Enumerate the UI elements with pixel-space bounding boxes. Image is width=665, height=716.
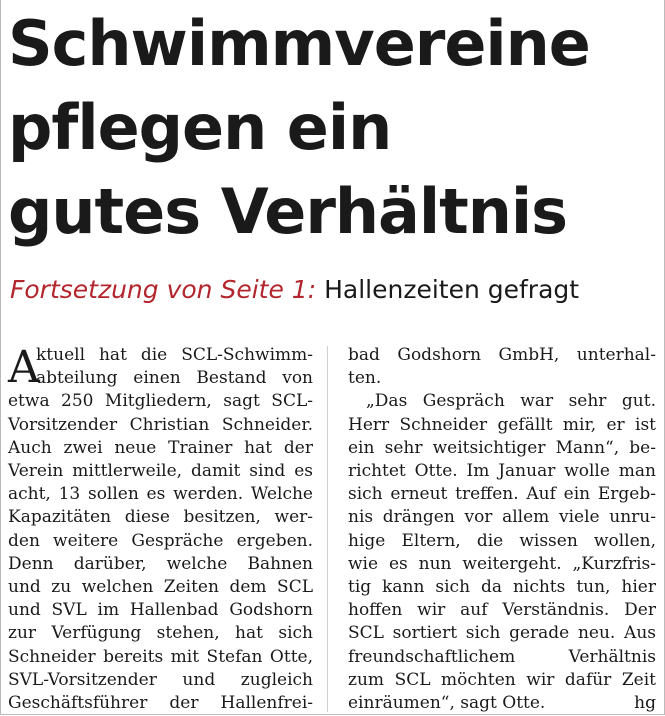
drop-cap: A (8, 342, 40, 393)
article-line: freundschaftlichem Verhältnis (348, 646, 656, 667)
article-line: Auch zwei neue Trainer hat der (8, 437, 313, 458)
article-line-text: ktuell hat die SCL-Schwimm- (36, 345, 313, 365)
article-line: zum SCL möchten wir dafür Zeit (348, 669, 656, 690)
article-line: ten. (348, 368, 382, 389)
article-line: SCL sortiert sich gerade neu. Aus (348, 623, 656, 644)
article-line: acht, 13 sollen es werden. Welche (8, 484, 313, 505)
author-signature: hg (634, 693, 656, 714)
article-line: bad Godshorn GmbH, unterhal- (348, 345, 656, 365)
article-line: etwa 250 Mitgliedern, sagt SCL- (8, 391, 313, 412)
article-line: richtet Otte. Im Januar wolle man (348, 461, 656, 482)
article-line: Schneider bereits mit Stefan Otte, (8, 646, 313, 667)
article-column-right (348, 344, 656, 715)
continuation-kicker: Fortsetzung von Seite 1: (10, 275, 317, 304)
headline (8, 2, 658, 254)
article-line: den weitere Gespräche ergeben. (8, 530, 313, 551)
article-line: Herr Schneider gefällt mir, er ist (348, 414, 656, 435)
article-line: Geschäftsführer der Hallenfrei- (8, 693, 313, 714)
article-line: SVL-Vorsitzender und zugleich (8, 669, 313, 690)
headline-line: gutes Verhältnis (8, 175, 568, 248)
article-line: nis drängen vor allem viele unru- (348, 507, 656, 528)
headline-line: pflegen ein (8, 91, 392, 164)
article-line (348, 692, 656, 715)
article-line: abteilung einen Bestand von (36, 368, 313, 389)
article-line-text: einräumen“, sagt Otte. (348, 693, 546, 714)
article-column-left (8, 344, 313, 715)
article-line: sich erneut treffen. Auf ein Ergeb- (348, 484, 656, 505)
article-line: Verein mittlerweile, damit sind es (8, 461, 313, 482)
article-line: „Das Gespräch war sehr gut. (366, 391, 656, 412)
subheadline (10, 270, 660, 310)
article-line: hige Eltern, die wissen wollen, (348, 530, 656, 551)
article-line: Denn darüber, welche Bahnen (8, 553, 313, 574)
article-line: ein sehr weitsichtiger Mann“, be- (348, 437, 656, 458)
article-line: hoffen wir auf Verständnis. Der (348, 600, 656, 621)
article-line: und zu welchen Zeiten dem SCL (8, 577, 313, 598)
column-divider (327, 346, 328, 712)
article-line: Kapazitäten diese besitzen, wer- (8, 507, 313, 528)
article-line: Vorsitzender Christian Schneider. (8, 414, 313, 435)
article-line: wie es nun weitergeht. „Kurzfris- (348, 553, 656, 574)
article-line: tig kann sich da nichts tun, hier (348, 577, 656, 598)
headline-line: Schwimmvereine (8, 7, 590, 80)
article-line: und SVL im Hallenbad Godshorn (8, 600, 313, 621)
subheadline-title: Hallenzeiten gefragt (324, 275, 580, 304)
article-line: zur Verfügung stehen, hat sich (8, 623, 313, 644)
